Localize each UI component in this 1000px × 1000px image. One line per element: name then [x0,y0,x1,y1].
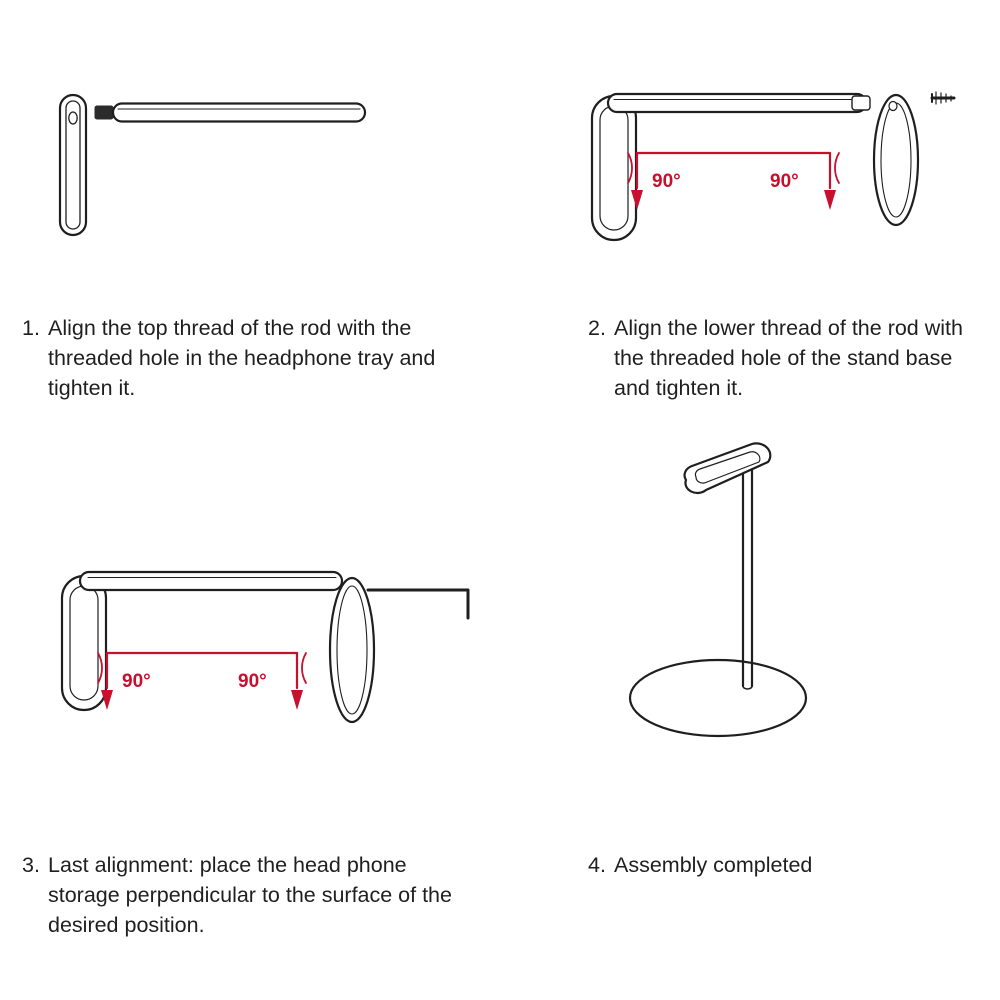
step-2-caption [588,283,998,403]
headphone-tray-part [62,576,106,710]
step-2-number: 2. [588,316,606,340]
headphone-tray-part [685,443,771,493]
step-3-caption [22,820,472,940]
step-2-drawing [500,40,1000,270]
stand-base-disc [874,95,918,225]
step-3-drawing [0,520,500,790]
step-4-text: Assembly completed [614,853,813,877]
stand-base-disc [630,660,806,736]
step-3-number: 3. [22,853,40,877]
stand-base-disc [330,578,374,722]
angle-label-left: 90° [122,671,151,692]
support-rod [608,94,870,112]
step-4-number: 4. [588,853,606,877]
headphone-tray-part [592,96,636,240]
step-2-figure [500,40,1000,270]
step-3-text: Last alignment: place the head phone storage perpendicular to the surface of the desired position. [48,853,452,937]
angle-label-right: 90° [770,171,799,192]
support-rod [113,104,365,122]
headphone-tray-part [60,95,86,235]
step-1-caption [22,283,462,403]
step-4-drawing [500,420,1000,790]
step-2-text: Align the lower thread of the rod with the threaded hole of the stand base and tighten it. [614,316,963,400]
step-3-figure [0,520,500,790]
step-1-number: 1. [22,316,40,340]
support-rod [743,466,752,689]
step-1-drawing [0,40,500,270]
angle-label-left: 90° [652,171,681,192]
angle-label-right: 90° [238,671,267,692]
step-4-caption [588,820,978,880]
rod-thread-tip [95,106,113,119]
screw-part [932,92,954,104]
step-4-figure [500,420,1000,790]
step-1-text: Align the top thread of the rod with the threaded hole in the headphone tray and tighten it. [48,316,436,400]
support-rod [80,572,342,590]
allen-key-tool [368,590,468,618]
step-1-figure [0,40,500,270]
